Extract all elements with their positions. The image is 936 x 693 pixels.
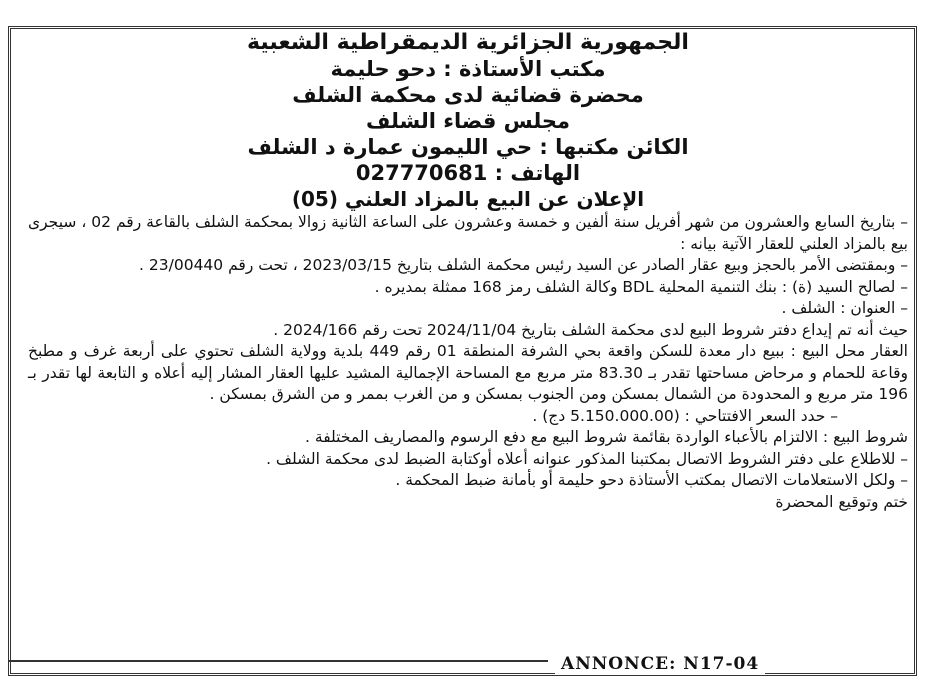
footer-rule bbox=[8, 660, 548, 662]
announcement-body bbox=[28, 212, 908, 513]
address-heading: الكائن مكتبها : حي الليمون عمارة د الشلف bbox=[247, 135, 689, 159]
auction-date-paragraph: – بتاريخ السابع والعشرون من شهر أفريل سنة ألفين و خمسة وعشرون على الساعة الثانية زوالا بمحكمة الشلف بالقاعة رقم 02 ، سيجرى بيع بالمزاد العلني للعقار الآتية بيانه : bbox=[28, 213, 908, 253]
address-paragraph: – العنوان : الشلف . bbox=[781, 299, 908, 317]
consult-conditions-paragraph: – للاطلاع على دفتر الشروط الاتصال بمكتبنا المذكور عنوانه أعلاه أوكتابة الضبط لدى محكمة الشلف . bbox=[266, 449, 908, 468]
conditions-filing-paragraph: حيث أنه تم إيداع دفتر شروط البيع لدى محكمة الشلف بتاريخ 2024/11/04 تحت رقم 2024/166 . bbox=[273, 320, 908, 339]
sale-conditions-paragraph: شروط البيع : الالتزام بالأعباء الواردة بقائمة شروط البيع مع دفع الرسوم والمصاريف المختلفة . bbox=[305, 428, 908, 446]
seal-signature-line: ختم وتوقيع المحضرة bbox=[775, 492, 908, 511]
announcement-content bbox=[28, 30, 908, 513]
bailiff-heading: محضرة قضائية لدى محكمة الشلف bbox=[292, 83, 644, 107]
annonce-number: ANNONCE: N17-04 bbox=[555, 654, 765, 674]
beneficiary-paragraph: – لصالح السيد (ة) : بنك التنمية المحلية BDL وكالة الشلف رمز 168 ممثلة بمديره . bbox=[374, 277, 908, 296]
republic-heading: الجمهورية الجزائرية الديمقراطية الشعبية bbox=[247, 30, 689, 55]
phone-heading: الهاتف : 027770681 bbox=[355, 161, 581, 185]
council-heading: مجلس قضاء الشلف bbox=[365, 109, 571, 133]
announcement-title: الإعلان عن البيع بالمزاد العلني (05) bbox=[291, 187, 645, 211]
opening-price-paragraph: – حدد السعر الافتتاحي : (5.150.000.00 دج) . bbox=[532, 406, 838, 425]
property-description-paragraph: العقار محل البيع : ببيع دار معدة للسكن واقعة بحي الشرفة المنطقة 01 رقم 449 بلدية وولاية الشلف تحتوي على أربعة غرف و مطبخ وقاعة للحمام و مرحاض مساحتها تقدر بـ 83.30 متر مربع مع المساحة الإجمالية المشيد عليها العقار المشار إليه أعلاه و التابعة لها تقدر بـ 196 متر مربع و المحدودة من الشمال بمسكن ومن الجنوب بمسكن و من الغرب بممر و من الشرق بمسكن . bbox=[28, 342, 908, 403]
inquiries-paragraph: – ولكل الاستعلامات الاتصال بمكتب الأستاذة دحو حليمة أو بأمانة ضبط المحكمة . bbox=[395, 471, 908, 489]
seizure-order-paragraph: – وبمقتضى الأمر بالحجز وبيع عقار الصادر عن السيد رئيس محكمة الشلف بتاريخ 2023/03/15 ، تحت رقم 23/00440 . bbox=[139, 256, 908, 274]
office-heading: مكتب الأستاذة : دحو حليمة bbox=[330, 57, 606, 81]
